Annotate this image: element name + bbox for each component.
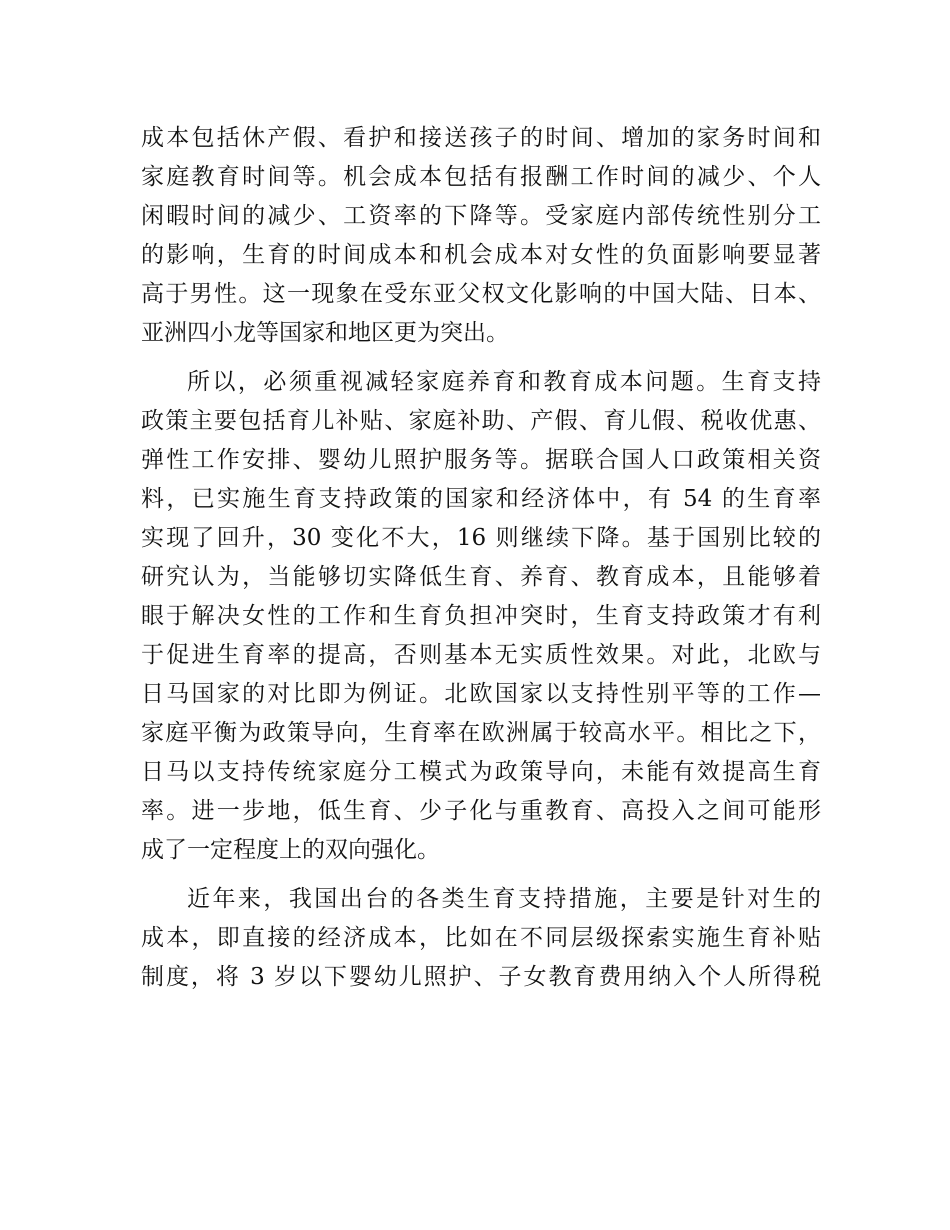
text-line: 率。进一步地，低生育、少子化与重教育、高投入之间可能形 [141,798,821,824]
paragraph-3 [141,880,821,997]
text-line: 高于男性。这一现象在受东亚父权文化影响的中国大陆、日本、 [141,281,821,307]
text-line: 家庭教育时间等。机会成本包括有报酬工作时间的减少、个人 [141,164,821,190]
text-line: 制度，将 3 岁以下婴幼儿照护、子女教育费用纳入个人所得税 [141,964,821,990]
text-line: 日马以支持传统家庭分工模式为政策导向，未能有效提高生育 [141,759,821,785]
text-line: 近年来，我国出台的各类生育支持措施，主要是针对生的 [187,886,821,912]
text-line: 的影响，生育的时间成本和机会成本对女性的负面影响要显著 [141,242,821,268]
text-line: 闲暇时间的减少、工资率的下降等。受家庭内部传统性别分工 [141,203,821,229]
text-line: 成了一定程度上的双向强化。 [141,837,440,863]
paragraph-1 [141,119,821,353]
text-line: 成本包括休产假、看护和接送孩子的时间、增加的家务时间和 [141,125,821,151]
text-line: 实现了回升，30 变化不大，16 则继续下降。基于国别比较的 [141,525,821,551]
paragraph-2 [141,363,821,870]
text-line: 研究认为，当能够切实降低生育、养育、教育成本，且能够着 [141,564,821,590]
text-line: 于促进生育率的提高，否则基本无实质性效果。对此，北欧与 [141,642,821,668]
text-line: 政策主要包括育儿补贴、家庭补助、产假、育儿假、税收优惠、 [141,408,821,434]
text-line: 成本，即直接的经济成本，比如在不同层级探索实施生育补贴 [141,925,821,951]
text-line: 眼于解决女性的工作和生育负担冲突时，生育支持政策才有利 [141,603,821,629]
text-line: 料，已实施生育支持政策的国家和经济体中，有 54 的生育率 [141,486,821,512]
document-body [141,119,821,1007]
text-line: 亚洲四小龙等国家和地区更为突出。 [141,320,509,346]
text-line: 家庭平衡为政策导向，生育率在欧洲属于较高水平。相比之下， [141,720,821,746]
text-line: 所以，必须重视减轻家庭养育和教育成本问题。生育支持 [187,369,821,395]
text-line: 弹性工作安排、婴幼儿照护服务等。据联合国人口政策相关资 [141,447,821,473]
text-line: 日马国家的对比即为例证。北欧国家以支持性别平等的工作— [141,681,821,707]
